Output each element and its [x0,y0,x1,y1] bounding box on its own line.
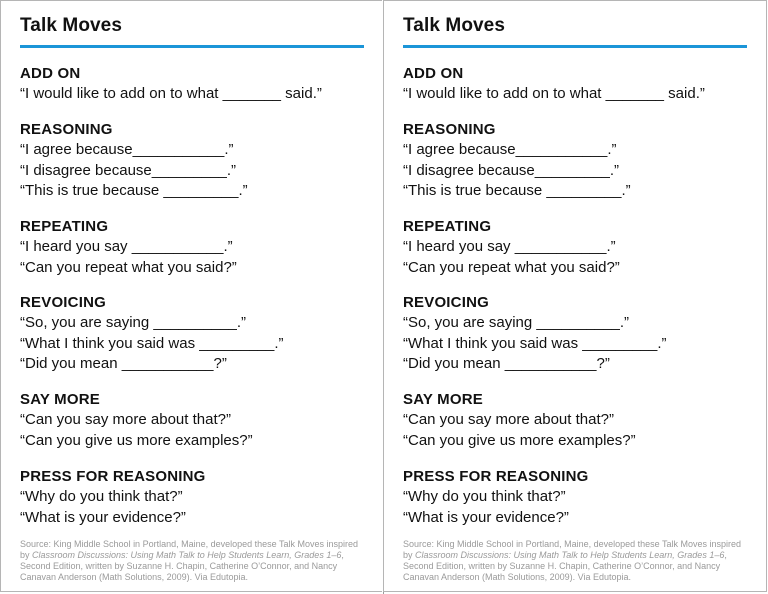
section-heading: SAY MORE [20,391,100,408]
title-underline [20,45,364,48]
source-book-title: Classroom Discussions: Using Math Talk to Help Students Learn, Grades 1–6 [415,550,725,560]
section-heading: REVOICING [20,294,106,311]
talk-move-line: “This is true because _________.” [20,182,248,199]
talk-move-line: “I heard you say ___________.” [20,238,233,255]
talk-move-line: “Can you say more about that?” [20,411,231,428]
talk-move-line: “Did you mean ___________?” [403,355,610,372]
section-heading: REASONING [403,121,496,138]
talk-move-line: “I agree because___________.” [20,141,234,158]
source-suffix: , Second Edition, written by Suzanne H. Chapin, Catherine O’Connor, and Nancy Canavan Anderson (Math Solutions, 2009). Via Edutopia. [20,550,344,582]
talk-move-line: “I agree because___________.” [403,141,617,158]
section-add-on [20,64,370,105]
section-heading: ADD ON [403,65,464,82]
section-heading: PRESS FOR REASONING [20,468,206,485]
talk-move-line: “This is true because _________.” [403,182,631,199]
title-underline [403,45,747,48]
section-revoicing [403,293,753,375]
section-reasoning [20,120,370,202]
source-citation [20,539,365,583]
talk-move-line: “Can you repeat what you said?” [20,258,237,276]
talk-move-line: “Did you mean ___________?” [20,355,227,372]
talk-move-line: “Can you repeat what you said?” [403,258,620,276]
source-prefix: Source: King Middle School in Portland, Maine, developed these Talk Moves inspired by [20,539,359,560]
section-heading: ADD ON [20,65,81,82]
talk-move-line: “So, you are saying __________.” [403,314,629,331]
talk-move-line: “What I think you said was _________.” [403,334,667,352]
talk-move-line: “Why do you think that?” [20,488,183,505]
section-press-for-reasoning [20,467,370,528]
talk-move-line: “Can you say more about that?” [403,411,614,428]
section-heading: REPEATING [20,218,109,235]
source-prefix: Source: King Middle School in Portland, Maine, developed these Talk Moves inspired by [403,539,742,560]
section-reasoning [403,120,753,202]
card-title: Talk Moves [20,15,123,36]
talk-move-line: “What is your evidence?” [20,508,186,526]
talk-moves-card-right [383,0,767,592]
talk-moves-card-left [0,0,382,592]
source-book-title: Classroom Discussions: Using Math Talk to Help Students Learn, Grades 1–6 [32,550,342,560]
section-heading: REPEATING [403,218,492,235]
section-say-more [20,390,370,451]
talk-move-line: “I heard you say ___________.” [403,238,616,255]
talk-move-line: “Can you give us more examples?” [20,431,253,449]
section-say-more [403,390,753,451]
section-press-for-reasoning [403,467,753,528]
card-title: Talk Moves [403,15,506,36]
talk-move-line: “I disagree because_________.” [20,161,236,179]
talk-move-line: “Can you give us more examples?” [403,431,636,449]
talk-move-line: “What is your evidence?” [403,508,569,526]
section-revoicing [20,293,370,375]
talk-move-line: “I would like to add on to what _______ said.” [20,85,322,102]
talk-move-line: “So, you are saying __________.” [20,314,246,331]
section-heading: REASONING [20,121,113,138]
section-heading: PRESS FOR REASONING [403,468,589,485]
source-suffix: , Second Edition, written by Suzanne H. Chapin, Catherine O’Connor, and Nancy Canavan Anderson (Math Solutions, 2009). Via Edutopia. [403,550,727,582]
section-repeating [403,217,753,278]
talk-move-line: “I would like to add on to what _______ said.” [403,85,705,102]
source-citation [403,539,748,583]
section-heading: SAY MORE [403,391,483,408]
talk-move-line: “Why do you think that?” [403,488,566,505]
section-repeating [20,217,370,278]
section-add-on [403,64,753,105]
section-heading: REVOICING [403,294,489,311]
talk-move-line: “I disagree because_________.” [403,161,619,179]
talk-move-line: “What I think you said was _________.” [20,334,284,352]
